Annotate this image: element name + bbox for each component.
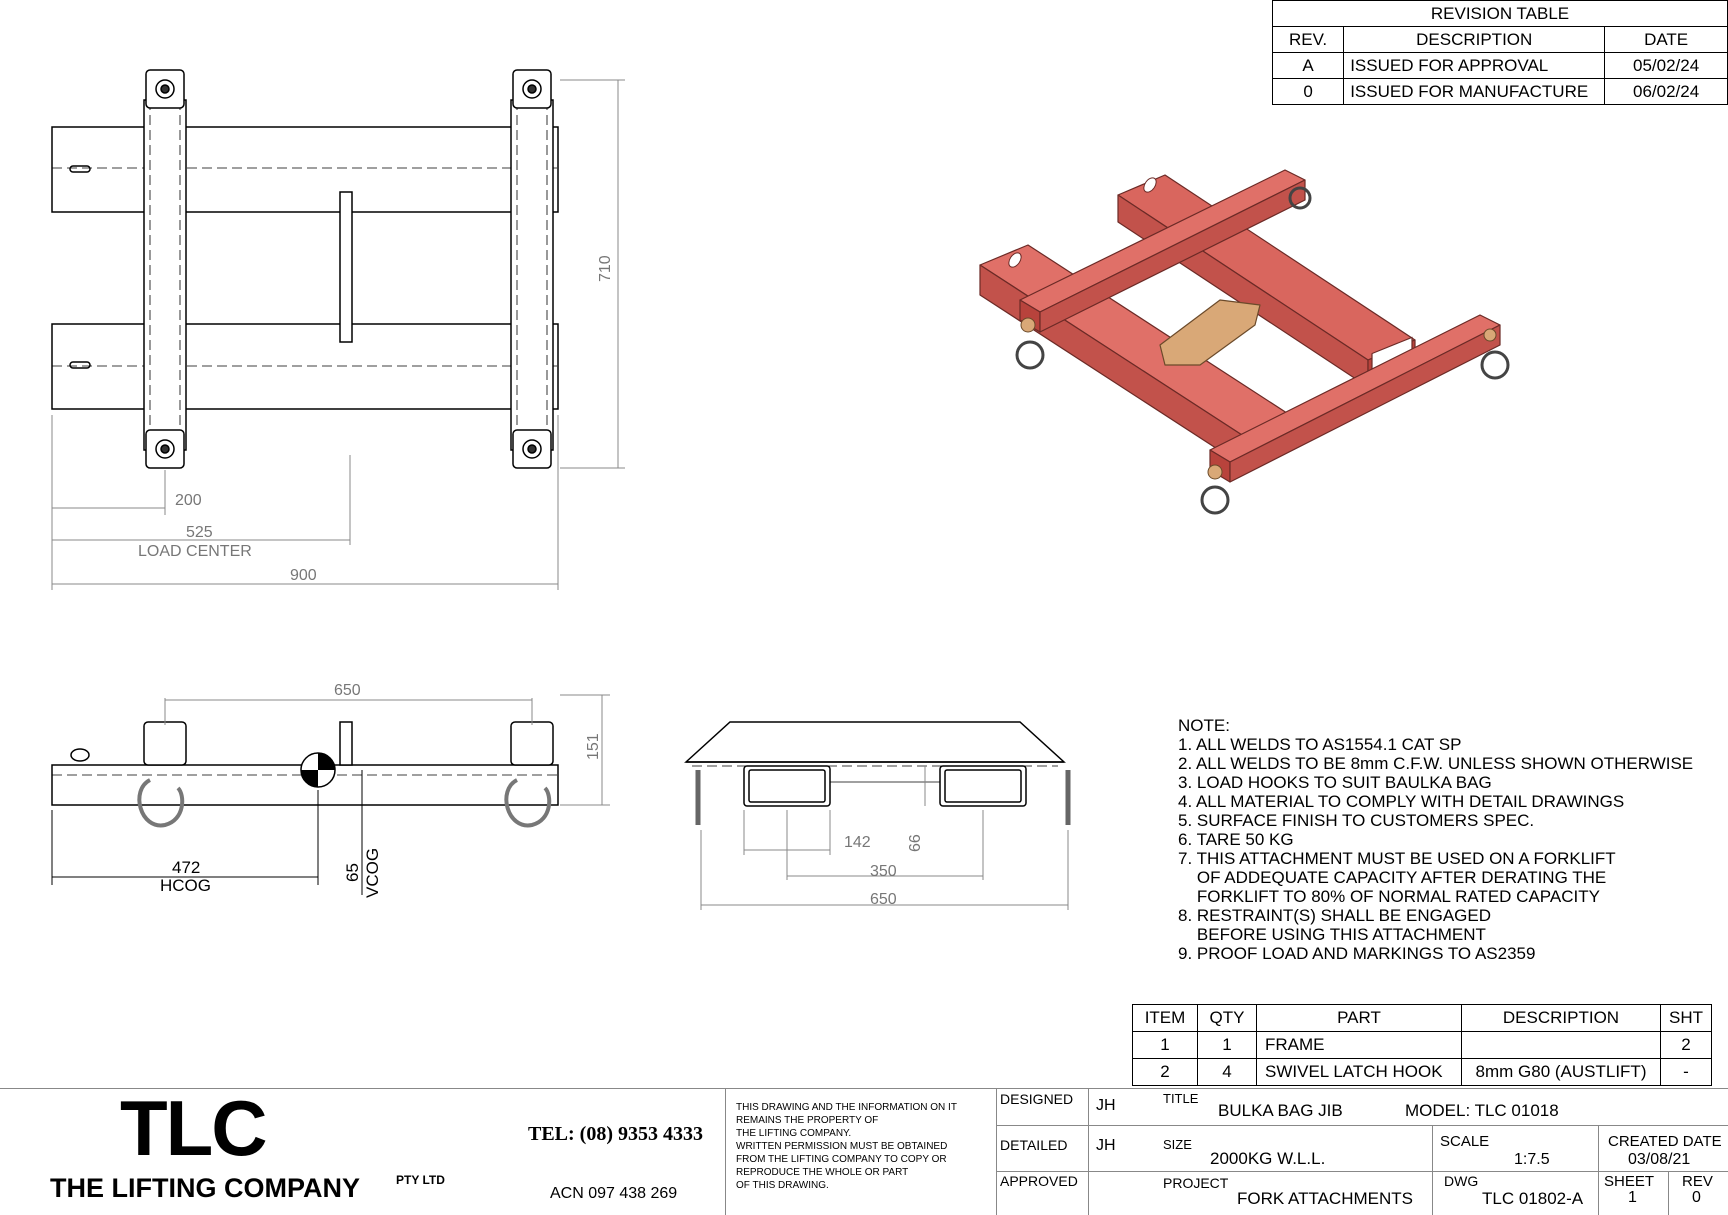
disclaimer-line: FROM THE LIFTING COMPANY TO COPY OR [736,1154,947,1165]
note-line: OF ADDEQUATE CAPACITY AFTER DERATING THE [1178,868,1607,887]
revision-table [1272,0,1728,105]
approved-label: APPROVED [1000,1173,1078,1189]
bom-row [1133,1059,1712,1086]
disclaimer [736,1101,957,1192]
description-cell: ISSUED FOR MANUFACTURE [1344,79,1605,105]
end-dim-142: 142 [844,834,871,851]
part-cell: SWIVEL LATCH HOOK [1257,1059,1462,1086]
dwg-label: DWG [1444,1173,1479,1189]
sht-header: SHT [1661,1005,1712,1032]
description-cell: ISSUED FOR APPROVAL [1344,53,1605,79]
rev-label: REV [1682,1173,1713,1190]
scale-value: 1:7.5 [1514,1151,1550,1168]
part-header: PART [1257,1005,1462,1032]
dim-710: 710 [597,255,614,282]
size-value: 2000KG W.L.L. [1210,1149,1326,1168]
note-line: BEFORE USING THIS ATTACHMENT [1178,925,1486,944]
revision-row [1273,79,1728,105]
created-date-label: CREATED DATE [1608,1133,1722,1150]
end-view-drawing [670,700,1090,920]
project-label: PROJECT [1163,1175,1229,1191]
disclaimer-line: REPRODUCE THE WHOLE OR PART [736,1167,909,1178]
end-dim-350: 350 [870,863,897,880]
note-line: FORKLIFT TO 80% OF NORMAL RATED CAPACITY [1178,887,1600,906]
bom-row [1133,1032,1712,1059]
note-line: 9. PROOF LOAD AND MARKINGS TO AS2359 [1178,944,1536,963]
note-line: 2. ALL WELDS TO BE 8mm C.F.W. UNLESS SHOWN OTHERWISE [1178,754,1694,773]
notes-heading: NOTE: [1178,716,1230,735]
sheet-label: SHEET [1604,1173,1655,1190]
title-label: TITLE [1163,1091,1199,1106]
designed-label: DESIGNED [1000,1091,1074,1107]
note-line: 8. RESTRAINT(S) SHALL BE ENGAGED [1178,906,1491,925]
item-header: ITEM [1133,1005,1198,1032]
note-line: 1. ALL WELDS TO AS1554.1 CAT SP [1178,735,1462,754]
description-cell [1462,1032,1661,1059]
end-dim-66: 66 [907,834,924,852]
description-cell: 8mm G80 (AUSTLIFT) [1462,1059,1661,1086]
note-line: 5. SURFACE FINISH TO CUSTOMERS SPEC. [1178,811,1535,830]
dim-200: 200 [175,492,202,509]
qty-cell: 1 [1198,1032,1257,1059]
acn-number: ACN 097 438 269 [550,1185,678,1202]
date-header: DATE [1605,27,1728,53]
drawing-title: BULKA BAG JIB [1218,1101,1343,1120]
notes-block [1178,716,1693,963]
qty-cell: 4 [1198,1059,1257,1086]
dwg-number: TLC 01802-A [1482,1189,1584,1208]
detailed-label: DETAILED [1000,1137,1068,1153]
description-header: DESCRIPTION [1462,1005,1661,1032]
part-cell: FRAME [1257,1032,1462,1059]
company-suffix: PTY LTD [396,1173,445,1187]
end-dim-650: 650 [870,891,897,908]
rev-cell: A [1273,53,1344,79]
tlc-logo: TLC [120,1084,266,1172]
title-block [0,1084,1728,1215]
rev-cell: 0 [1273,79,1344,105]
detailed-value: JH [1096,1137,1116,1154]
model-number: MODEL: TLC 01018 [1405,1101,1559,1120]
disclaimer-line: REMAINS THE PROPERTY OF [736,1115,879,1126]
item-cell: 1 [1133,1032,1198,1059]
date-cell: 06/02/24 [1605,79,1728,105]
dim-525: 525 [186,524,213,541]
disclaimer-line: THIS DRAWING AND THE INFORMATION ON IT [736,1102,957,1113]
load-center-label: LOAD CENTER [138,543,252,560]
note-line: 3. LOAD HOOKS TO SUIT BAULKA BAG [1178,773,1492,792]
date-cell: 05/02/24 [1605,53,1728,79]
dim-900: 900 [290,567,317,584]
side-view-drawing [0,670,640,910]
sheet-value: 1 [1628,1189,1637,1206]
sht-cell: 2 [1661,1032,1712,1059]
side-dim-65: 65 [343,863,362,882]
rev-value: 0 [1692,1189,1701,1206]
vcog-label: VCOG [363,847,382,898]
side-dim-650: 650 [334,682,361,699]
note-line: 7. THIS ATTACHMENT MUST BE USED ON A FORKLIFT [1178,849,1616,868]
scale-label: SCALE [1440,1133,1490,1150]
revision-row [1273,53,1728,79]
telephone: TEL: (08) 9353 4333 [528,1123,703,1145]
hcog-label: HCOG [160,876,211,895]
bill-of-materials [1132,1004,1712,1086]
cog-marker-icon [301,753,335,787]
disclaimer-line: THE LIFTING COMPANY. [736,1128,852,1139]
note-line: 4. ALL MATERIAL TO COMPLY WITH DETAIL DRAWINGS [1178,792,1625,811]
created-date-value: 03/08/21 [1628,1151,1691,1168]
note-line: 6. TARE 50 KG [1178,830,1294,849]
disclaimer-line: OF THIS DRAWING. [736,1180,829,1191]
isometric-view [960,150,1580,560]
rev-header: REV. [1273,27,1344,53]
size-label: SIZE [1163,1137,1192,1152]
disclaimer-line: WRITTEN PERMISSION MUST BE OBTAINED [736,1141,948,1152]
sht-cell: - [1661,1059,1712,1086]
company-name: THE LIFTING COMPANY [50,1173,360,1203]
side-dim-151: 151 [585,733,602,760]
revision-table-title: REVISION TABLE [1273,1,1728,27]
designed-value: JH [1096,1097,1116,1114]
item-cell: 2 [1133,1059,1198,1086]
side-dim-472: 472 [172,858,201,877]
description-header: DESCRIPTION [1344,27,1605,53]
qty-header: QTY [1198,1005,1257,1032]
project-value: FORK ATTACHMENTS [1237,1189,1413,1208]
top-view-drawing [0,0,660,600]
